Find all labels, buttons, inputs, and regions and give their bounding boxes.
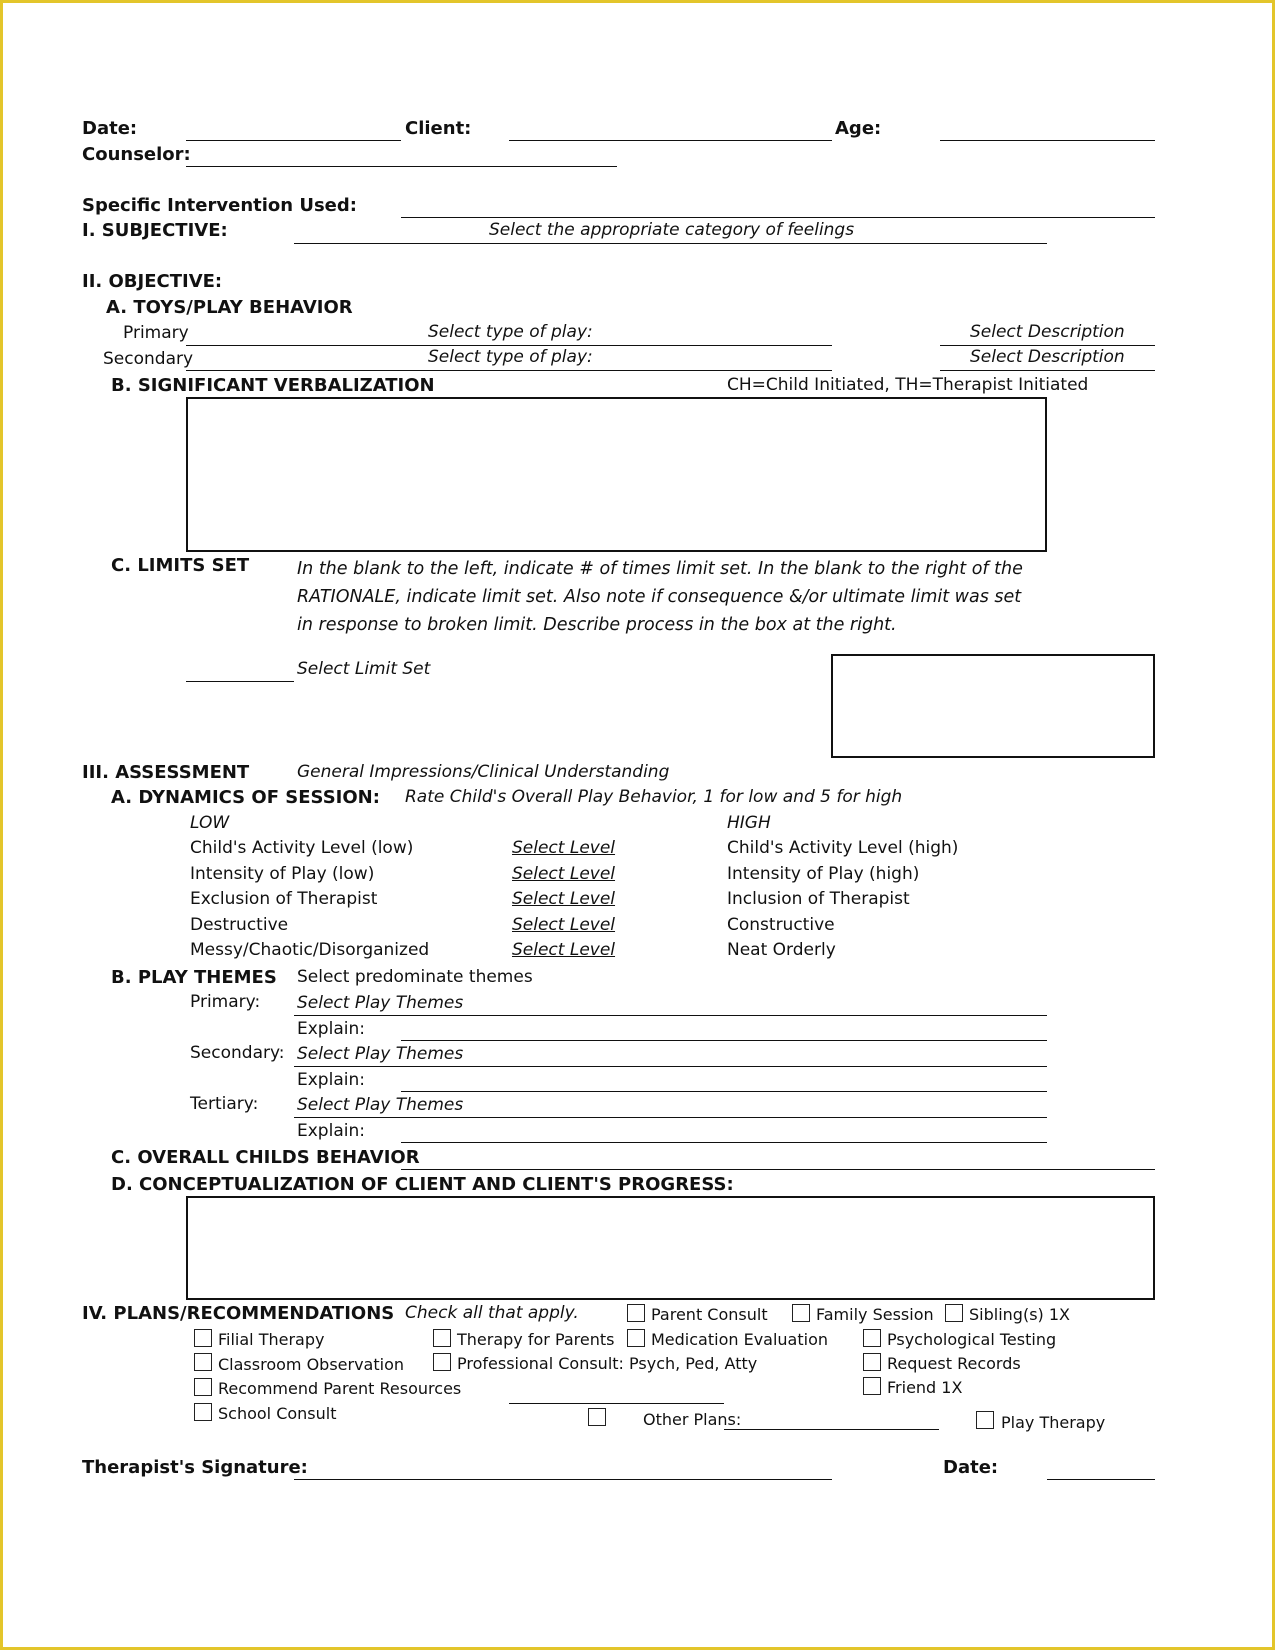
themes-instruction: Select predominate themes — [297, 967, 533, 987]
signature-field[interactable] — [294, 1479, 832, 1480]
themes-primary-explain-label: Explain: — [297, 1019, 365, 1039]
conceptualization-box[interactable] — [186, 1196, 1155, 1300]
conceptualization-heading: D. CONCEPTUALIZATION OF CLIENT AND CLIENT'S PROGRESS: — [111, 1174, 734, 1195]
signature-label: Therapist's Signature: — [82, 1457, 308, 1478]
friend-label: Friend 1X — [887, 1378, 963, 1397]
subjective-select[interactable]: Select the appropriate category of feelings — [489, 220, 855, 240]
themes-tertiary-explain-field[interactable] — [401, 1142, 1047, 1143]
dynamics-row-low: Child's Activity Level (low) — [190, 838, 414, 858]
themes-primary-select[interactable]: Select Play Themes — [297, 993, 464, 1013]
therapy-for-parents-label: Therapy for Parents — [457, 1330, 615, 1349]
professional-consult-field[interactable] — [509, 1403, 724, 1404]
limits-count-field[interactable] — [186, 681, 294, 682]
subjective-field[interactable] — [294, 243, 1047, 244]
footer-date-label: Date: — [943, 1457, 999, 1478]
verbalization-key: CH=Child Initiated, TH=Therapist Initiated — [727, 375, 1089, 395]
counselor-field[interactable] — [186, 166, 617, 167]
overall-behavior-heading: C. OVERALL CHILDS BEHAVIOR — [111, 1147, 420, 1168]
toys-primary-select-description[interactable]: Select Description — [970, 322, 1125, 342]
toys-secondary-select-description[interactable]: Select Description — [970, 347, 1125, 367]
medication-evaluation-label: Medication Evaluation — [651, 1330, 829, 1349]
filial-therapy-label: Filial Therapy — [218, 1330, 325, 1349]
play-therapy-label: Play Therapy — [1001, 1413, 1106, 1432]
dynamics-instructions: Rate Child's Overall Play Behavior, 1 for low and 5 for high — [405, 787, 903, 807]
age-label: Age: — [835, 118, 882, 139]
dynamics-row-select-level[interactable]: Select Level — [512, 940, 616, 960]
date-label: Date: — [82, 118, 138, 139]
professional-consult-checkbox[interactable] — [433, 1353, 451, 1371]
dynamics-row-select-level[interactable]: Select Level — [512, 838, 616, 858]
friend-checkbox[interactable] — [863, 1377, 881, 1395]
request-records-checkbox[interactable] — [863, 1353, 881, 1371]
themes-secondary-select[interactable]: Select Play Themes — [297, 1044, 464, 1064]
school-consult-label: School Consult — [218, 1404, 337, 1423]
dynamics-row-low: Intensity of Play (low) — [190, 864, 375, 884]
therapy-for-parents-checkbox[interactable] — [433, 1329, 451, 1347]
play-therapy-checkbox[interactable] — [976, 1411, 994, 1429]
other-plans-field[interactable] — [724, 1429, 939, 1430]
counselor-label: Counselor: — [82, 144, 191, 165]
dynamics-row-select-level[interactable]: Select Level — [512, 889, 616, 909]
client-label: Client: — [405, 118, 472, 139]
toys-heading: A. TOYS/PLAY BEHAVIOR — [106, 297, 353, 318]
objective-heading: II. OBJECTIVE: — [82, 271, 223, 292]
psychological-testing-label: Psychological Testing — [887, 1330, 1057, 1349]
dynamics-row-high: Inclusion of Therapist — [727, 889, 910, 909]
plans-check-all: Check all that apply. — [405, 1303, 579, 1323]
overall-behavior-field[interactable] — [401, 1169, 1155, 1170]
plans-heading: IV. PLANS/RECOMMENDATIONS — [82, 1303, 395, 1324]
dynamics-low-label: LOW — [190, 813, 230, 833]
themes-secondary-explain-label: Explain: — [297, 1070, 365, 1090]
filial-therapy-checkbox[interactable] — [194, 1329, 212, 1347]
assessment-impressions: General Impressions/Clinical Understanding — [297, 762, 670, 782]
psychological-testing-checkbox[interactable] — [863, 1329, 881, 1347]
dynamics-row-low: Destructive — [190, 915, 289, 935]
toys-secondary-select-type[interactable]: Select type of play: — [428, 347, 593, 367]
themes-tertiary-label: Tertiary: — [190, 1094, 259, 1114]
client-field[interactable] — [509, 140, 832, 141]
verbalization-box[interactable] — [186, 397, 1047, 552]
classroom-observation-checkbox[interactable] — [194, 1353, 212, 1371]
verbalization-heading: B. SIGNIFICANT VERBALIZATION — [111, 375, 435, 396]
limits-heading: C. LIMITS SET — [111, 555, 250, 576]
dynamics-row-high: Constructive — [727, 915, 835, 935]
themes-primary-field[interactable] — [294, 1015, 1047, 1016]
dynamics-row-high: Neat Orderly — [727, 940, 836, 960]
recommend-parent-resources-checkbox[interactable] — [194, 1378, 212, 1396]
limits-select[interactable]: Select Limit Set — [297, 659, 431, 679]
themes-primary-explain-field[interactable] — [401, 1040, 1047, 1041]
themes-secondary-field[interactable] — [294, 1066, 1047, 1067]
toys-secondary-label: Secondary — [103, 349, 194, 369]
date-field[interactable] — [186, 140, 401, 141]
assessment-heading: III. ASSESSMENT — [82, 762, 250, 783]
subjective-heading: I. SUBJECTIVE: — [82, 220, 228, 241]
family-session-label: Family Session — [816, 1305, 934, 1324]
toys-secondary-field[interactable] — [186, 370, 832, 371]
limits-instructions: In the blank to the left, indicate # of times limit set. In the blank to the right of the RATIONALE, indicate limit set. Also note if consequence &/or ultimate limit was set in response to broken limit. Describe process in the box at the right. — [297, 559, 1023, 635]
themes-secondary-label: Secondary: — [190, 1043, 285, 1063]
toys-primary-select-type[interactable]: Select type of play: — [428, 322, 593, 342]
request-records-label: Request Records — [887, 1354, 1021, 1373]
professional-consult-label: Professional Consult: Psych, Ped, Atty — [457, 1354, 758, 1373]
toys-primary-label: Primary — [123, 323, 189, 343]
other-plans-label: Other Plans: — [643, 1410, 742, 1429]
intervention-label: Specific Intervention Used: — [82, 195, 357, 216]
age-field[interactable] — [940, 140, 1155, 141]
dynamics-row-select-level[interactable]: Select Level — [512, 915, 616, 935]
themes-heading: B. PLAY THEMES — [111, 967, 277, 988]
siblings-checkbox[interactable] — [945, 1304, 963, 1322]
dynamics-row-high: Child's Activity Level (high) — [727, 838, 959, 858]
classroom-observation-label: Classroom Observation — [218, 1355, 404, 1374]
intervention-field[interactable] — [401, 217, 1155, 218]
family-session-checkbox[interactable] — [792, 1304, 810, 1322]
dynamics-row-high: Intensity of Play (high) — [727, 864, 920, 884]
dynamics-high-label: HIGH — [727, 813, 771, 833]
themes-tertiary-field[interactable] — [294, 1117, 1047, 1118]
footer-date-field[interactable] — [1047, 1479, 1155, 1480]
toys-secondary-description-field[interactable] — [940, 370, 1155, 371]
recommend-parent-resources-label: Recommend Parent Resources — [218, 1379, 462, 1398]
dynamics-heading: A. DYNAMICS OF SESSION: — [111, 787, 380, 808]
other-plans-checkbox[interactable] — [588, 1408, 606, 1426]
toys-primary-description-field[interactable] — [940, 345, 1155, 346]
dynamics-row-select-level[interactable]: Select Level — [512, 864, 616, 884]
themes-tertiary-select[interactable]: Select Play Themes — [297, 1095, 464, 1115]
dynamics-row-low: Exclusion of Therapist — [190, 889, 378, 909]
school-consult-checkbox[interactable] — [194, 1403, 212, 1421]
toys-primary-field[interactable] — [186, 345, 832, 346]
medication-evaluation-checkbox[interactable] — [627, 1329, 645, 1347]
themes-primary-label: Primary: — [190, 992, 261, 1012]
parent-consult-checkbox[interactable] — [627, 1304, 645, 1322]
siblings-label: Sibling(s) 1X — [969, 1305, 1070, 1324]
parent-consult-label: Parent Consult — [651, 1305, 768, 1324]
limits-process-box[interactable] — [831, 654, 1155, 758]
themes-tertiary-explain-label: Explain: — [297, 1121, 365, 1141]
themes-secondary-explain-field[interactable] — [401, 1091, 1047, 1092]
dynamics-row-low: Messy/Chaotic/Disorganized — [190, 940, 430, 960]
